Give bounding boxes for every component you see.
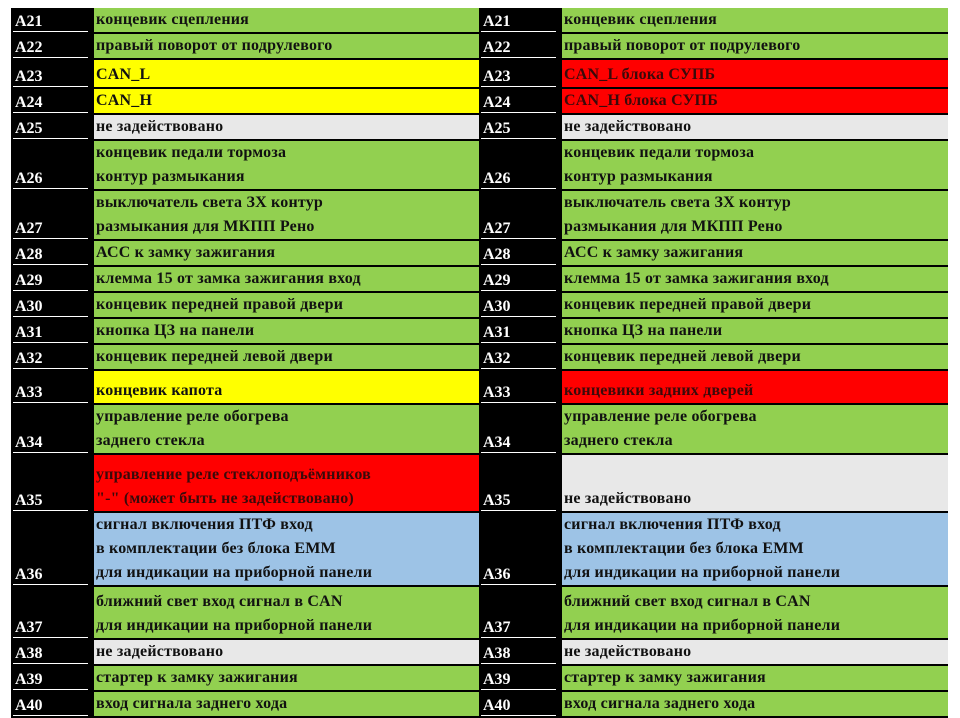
pin-row-a27 (479, 191, 948, 241)
pin-cell (11, 640, 92, 664)
pin-row-a24 (479, 89, 948, 115)
pin-description (94, 191, 479, 239)
pin-label: A33 (483, 384, 511, 401)
description-line: управление реле обогрева (564, 408, 757, 425)
pin-row-a40 (11, 692, 479, 718)
pin-row-a28 (479, 241, 948, 267)
pin-row-a35 (11, 455, 479, 513)
pin-label: A32 (483, 350, 511, 367)
pin-label: A39 (15, 671, 43, 688)
pin-cell (479, 60, 560, 87)
pin-row-a24 (11, 89, 479, 115)
description-line: вход сигнала заднего хода (96, 695, 288, 712)
description-line: для индикации на приборной панели (96, 564, 373, 581)
pin-label: A30 (483, 298, 511, 315)
pin-label: A27 (15, 220, 43, 237)
pin-cell (11, 34, 92, 58)
pin-description (562, 319, 948, 343)
description-line: концевик передней правой двери (564, 296, 812, 313)
pin-cell (479, 345, 560, 369)
pin-label: A25 (483, 120, 511, 137)
description-line: не задействовано (564, 118, 692, 135)
pin-cell (479, 34, 560, 58)
pin-cell (479, 455, 560, 511)
description-line: заднего стекла (564, 432, 673, 449)
pin-description (562, 267, 948, 291)
description-line: размыкания для МКПП Рено (96, 218, 315, 235)
description-line: сигнал включения ПТФ вход (96, 516, 313, 533)
pin-label: A23 (15, 68, 43, 85)
pin-label: A29 (15, 272, 43, 289)
pin-description (94, 405, 479, 453)
description-line: кнопка ЦЗ на панели (564, 322, 723, 339)
pin-cell (479, 587, 560, 638)
pin-description (94, 89, 479, 113)
pin-label: A28 (483, 246, 511, 263)
pin-cell (11, 267, 92, 291)
pin-label: A25 (15, 120, 43, 137)
pin-row-a30 (479, 293, 948, 319)
pin-cell (11, 293, 92, 317)
pin-label: A24 (15, 94, 43, 111)
pin-label: A33 (15, 384, 43, 401)
pin-label: A36 (483, 566, 511, 583)
pin-row-a31 (11, 319, 479, 345)
pin-row-a23 (479, 60, 948, 89)
pin-description (94, 319, 479, 343)
pin-description (562, 89, 948, 113)
description-line: концевик передней левой двери (564, 348, 801, 365)
pin-cell (11, 8, 92, 32)
pin-label: A38 (483, 645, 511, 662)
pin-description (94, 455, 479, 511)
pin-row-a38 (11, 640, 479, 666)
pin-cell (479, 89, 560, 113)
pin-label: A38 (15, 645, 43, 662)
pin-row-a34 (479, 405, 948, 455)
pin-cell (11, 455, 92, 511)
description-line: правый поворот от подрулевого (564, 37, 801, 54)
description-line: в комплектации без блока ЕММ (564, 540, 804, 557)
pin-label: A36 (15, 566, 43, 583)
pin-label: A22 (15, 39, 43, 56)
description-line: стартер к замку зажигания (564, 669, 766, 686)
pin-row-a26 (11, 141, 479, 191)
description-line: концевик капота (96, 382, 223, 399)
pin-description (562, 191, 948, 239)
pin-cell (479, 666, 560, 690)
pin-cell (479, 293, 560, 317)
pin-row-a21 (11, 8, 479, 34)
pin-cell (479, 640, 560, 664)
description-line: выключатель света ЗХ контур (96, 194, 324, 211)
pin-description (562, 115, 948, 139)
description-line: концевики задних дверей (564, 382, 754, 399)
pin-cell (11, 319, 92, 343)
pin-label: A29 (483, 272, 511, 289)
pin-row-a40 (479, 692, 948, 718)
pin-cell (11, 89, 92, 113)
pin-cell (11, 241, 92, 265)
pin-description (94, 241, 479, 265)
pin-description (94, 640, 479, 664)
pin-row-a33 (479, 371, 948, 405)
description-line: для индикации на приборной панели (564, 617, 841, 634)
pin-cell (479, 191, 560, 239)
description-line: для индикации на приборной панели (96, 617, 373, 634)
description-line: клемма 15 от замка зажигания вход (96, 270, 361, 287)
description-line: концевик сцепления (564, 11, 718, 28)
pin-label: A31 (483, 324, 511, 341)
description-line: CAN_L (96, 66, 151, 83)
pin-cell (11, 60, 92, 87)
pin-cell (479, 141, 560, 189)
pin-label: A30 (15, 298, 43, 315)
pin-description (562, 241, 948, 265)
description-line: "-" (может быть не задействовано) (96, 490, 354, 507)
pin-label: A23 (483, 68, 511, 85)
pinout-table-right (479, 8, 948, 718)
pin-label: A21 (15, 13, 43, 30)
pin-description (94, 267, 479, 291)
pin-label: A35 (15, 492, 43, 509)
description-line: концевик сцепления (96, 11, 250, 28)
pin-row-a37 (11, 587, 479, 640)
description-line: ближний свет вход сигнал в CAN (564, 593, 811, 610)
pin-cell (11, 692, 92, 716)
pin-description (94, 587, 479, 638)
pin-label: A40 (483, 697, 511, 714)
pin-description (94, 115, 479, 139)
description-line: не задействовано (564, 490, 692, 507)
pin-row-a21 (479, 8, 948, 34)
pin-description (94, 141, 479, 189)
pin-description (94, 293, 479, 317)
pin-description (562, 692, 948, 716)
pin-description (562, 371, 948, 403)
description-line: кнопка ЦЗ на панели (96, 322, 255, 339)
pin-cell (11, 513, 92, 585)
pin-cell (479, 267, 560, 291)
pin-label: A35 (483, 492, 511, 509)
pin-description (562, 34, 948, 58)
pin-cell (11, 587, 92, 638)
pin-description (94, 34, 479, 58)
description-line (564, 463, 948, 487)
pin-description (94, 8, 479, 32)
description-line: клемма 15 от замка зажигания вход (564, 270, 829, 287)
pin-row-a22 (479, 34, 948, 60)
pin-row-a36 (479, 513, 948, 587)
pin-description (94, 60, 479, 87)
description-line: ближний свет вход сигнал в CAN (96, 593, 343, 610)
pin-cell (479, 692, 560, 716)
pin-row-a23 (11, 60, 479, 89)
description-line: для индикации на приборной панели (564, 564, 841, 581)
description-line: не задействовано (96, 118, 224, 135)
pin-label: A37 (15, 619, 43, 636)
pin-description (562, 405, 948, 453)
pin-cell (479, 8, 560, 32)
pinout-table-left (11, 8, 479, 718)
pin-label: A28 (15, 246, 43, 263)
description-line: сигнал включения ПТФ вход (564, 516, 781, 533)
pin-row-a31 (479, 319, 948, 345)
description-line: концевик педали тормоза (564, 144, 755, 161)
pin-label: A27 (483, 220, 511, 237)
pin-label: A24 (483, 94, 511, 111)
pin-row-a35 (479, 455, 948, 513)
pin-label: A34 (15, 434, 43, 451)
pin-description (562, 455, 948, 511)
pin-cell (11, 405, 92, 453)
pin-row-a26 (479, 141, 948, 191)
pin-cell (479, 371, 560, 403)
pin-label: A26 (483, 170, 511, 187)
description-line: контур размыкания (564, 168, 713, 185)
pin-cell (11, 141, 92, 189)
pin-description (562, 60, 948, 87)
pin-row-a36 (11, 513, 479, 587)
description-line: правый поворот от подрулевого (96, 37, 333, 54)
pin-row-a28 (11, 241, 479, 267)
pin-cell (11, 191, 92, 239)
pin-label: A34 (483, 434, 511, 451)
pin-row-a25 (11, 115, 479, 141)
pin-row-a33 (11, 371, 479, 405)
pin-description (562, 293, 948, 317)
description-line: заднего стекла (96, 432, 205, 449)
pin-cell (479, 115, 560, 139)
pin-row-a29 (479, 267, 948, 293)
pin-description (562, 666, 948, 690)
pin-description (562, 141, 948, 189)
pin-description (562, 587, 948, 638)
pin-cell (479, 513, 560, 585)
description-line: контур размыкания (96, 168, 245, 185)
pin-row-a32 (11, 345, 479, 371)
description-line: концевик передней левой двери (96, 348, 333, 365)
description-line: CAN_L блока СУПБ (564, 66, 716, 83)
pin-row-a38 (479, 640, 948, 666)
description-line: в комплектации без блока ЕММ (96, 540, 336, 557)
description-line: АСС к замку зажигания (564, 244, 744, 261)
pin-label: A31 (15, 324, 43, 341)
description-line: вход сигнала заднего хода (564, 695, 756, 712)
description-line: АСС к замку зажигания (96, 244, 276, 261)
pin-label: A32 (15, 350, 43, 367)
pin-description (562, 8, 948, 32)
pin-description (562, 513, 948, 585)
description-line: размыкания для МКПП Рено (564, 218, 783, 235)
description-line: CAN_H (96, 92, 153, 109)
pin-description (94, 371, 479, 403)
pin-cell (11, 345, 92, 369)
pin-row-a39 (479, 666, 948, 692)
pin-cell (479, 241, 560, 265)
description-line: не задействовано (564, 643, 692, 660)
pin-description (94, 692, 479, 716)
description-line: концевик передней правой двери (96, 296, 344, 313)
pin-row-a39 (11, 666, 479, 692)
pin-label: A21 (483, 13, 511, 30)
pin-label: A37 (483, 619, 511, 636)
pin-cell (11, 115, 92, 139)
pin-label: A22 (483, 39, 511, 56)
pin-row-a29 (11, 267, 479, 293)
pin-row-a25 (479, 115, 948, 141)
pin-row-a22 (11, 34, 479, 60)
pin-row-a32 (479, 345, 948, 371)
pin-label: A39 (483, 671, 511, 688)
description-line: управление реле стеклоподъёмников (96, 466, 371, 483)
pin-label: A26 (15, 170, 43, 187)
description-line: управление реле обогрева (96, 408, 289, 425)
pin-label: A40 (15, 697, 43, 714)
pin-row-a37 (479, 587, 948, 640)
pin-cell (11, 371, 92, 403)
pin-row-a27 (11, 191, 479, 241)
description-line: стартер к замку зажигания (96, 669, 298, 686)
pin-description (94, 345, 479, 369)
pin-cell (479, 319, 560, 343)
pin-row-a34 (11, 405, 479, 455)
pin-description (94, 513, 479, 585)
description-line: концевик педали тормоза (96, 144, 287, 161)
description-line: выключатель света ЗХ контур (564, 194, 792, 211)
pin-description (94, 666, 479, 690)
pin-cell (479, 405, 560, 453)
pin-row-a30 (11, 293, 479, 319)
description-line: CAN_H блока СУПБ (564, 92, 718, 109)
pin-cell (11, 666, 92, 690)
pin-description (562, 345, 948, 369)
pin-description (562, 640, 948, 664)
description-line: не задействовано (96, 643, 224, 660)
